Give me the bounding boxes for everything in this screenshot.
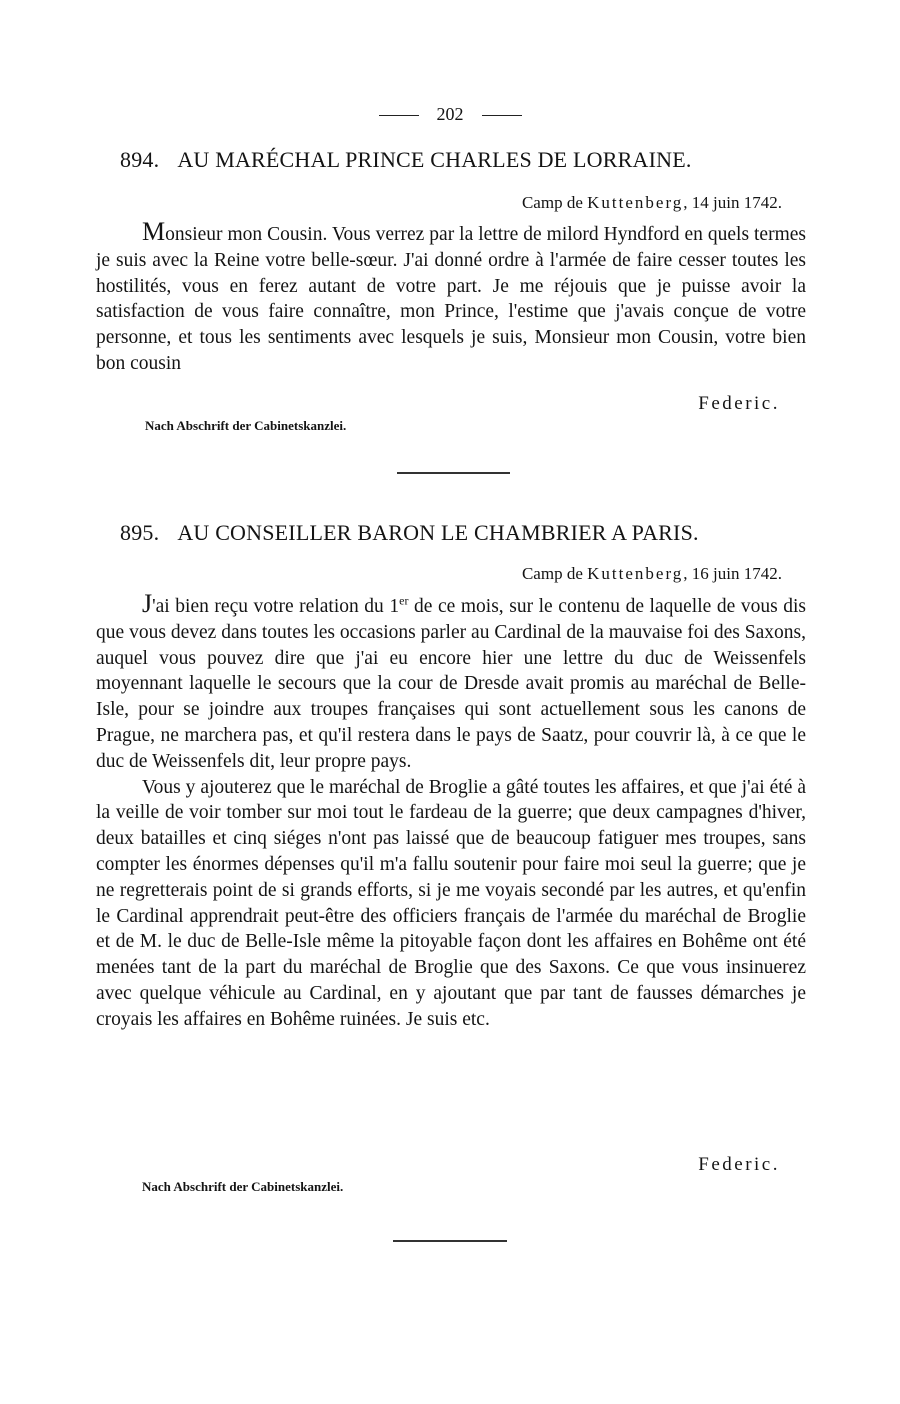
letter-heading: AU MARÉCHAL PRINCE CHARLES DE LORRAINE. xyxy=(177,147,692,172)
paragraph xyxy=(96,591,806,775)
header-dash-right xyxy=(482,115,522,116)
letter-895-title xyxy=(120,519,800,547)
page-number: 202 xyxy=(436,104,464,124)
dateline-prefix: Camp de xyxy=(521,193,588,212)
page-header xyxy=(0,102,900,126)
dropcap: M xyxy=(142,217,166,246)
letter-894-title xyxy=(120,146,800,174)
paragraph xyxy=(96,219,806,377)
section-divider xyxy=(397,472,510,474)
letter-895-signature: Federic. xyxy=(698,1154,780,1175)
dateline-date: , 14 juin 1742. xyxy=(683,193,782,212)
paragraph-text: Vous y ajouterez que le maréchal de Broglie a gâté toutes les affaires, et que j'ai été à la veille de voir tomber sur moi tout le fardeau de la guerre; que deux campagnes d'hiver, deux batailles et cinq siéges n'ont pas laissé que de beaucoup fatiguer mes troupes, sans compter les énormes dépenses qu'il m'a fallu soutenir pour faire moi seul la guerre; que je ne regretterais point de si grands efforts, si je me voyais secondé par les autres, et qu'enfin le Cardinal apprendrait peut-être des officiers français de l'armée du maréchal de Broglie et de M. le duc de Belle-Isle même la pitoyable façon dont les affaires en Bohême ont été menées tant de la part du maréchal de Broglie que des Saxons. Ce que vous insinuerez avec quelque véhicule au Cardinal, en y ajoutant que par tant de fausses démarches je croyais les affaires en Bohême ruinées. Je suis etc. xyxy=(96,776,806,1030)
dateline-place: Kuttenberg xyxy=(587,193,684,212)
letter-heading: AU CONSEILLER BARON LE CHAMBRIER A PARIS. xyxy=(177,520,699,545)
dateline-prefix: Camp de xyxy=(521,564,588,583)
letter-894-dateline xyxy=(522,192,782,214)
paragraph-text: onsieur mon Cousin. Vous verrez par la lettre de milord Hyndford en quels termes je suis avec la Reine votre belle-sœur. J'ai donné ordre à l'armée de faire cesser toutes les hostilités, vous en ferez autant de votre part. Je me réjouis que je puisse avoir la satisfaction de vous faire connaître, mon Prince, l'estime que j'avais conçue de votre personne, et tous les sentiments avec lesquels je suis, Monsieur mon Cousin, votre bien bon cousin xyxy=(96,224,806,374)
letter-894-body xyxy=(96,219,806,377)
letter-895-dateline xyxy=(522,563,782,585)
header-dash-left xyxy=(379,115,419,116)
paragraph-text: 'ai bien reçu votre relation du 1 xyxy=(152,596,400,617)
letter-894-source-note: Nach Abschrift der Cabinetskanzlei. xyxy=(145,418,347,433)
section-divider xyxy=(393,1240,507,1242)
letter-894-signature: Federic. xyxy=(698,393,780,414)
paragraph-text: de ce mois, sur le contenu de laquelle de vous dis que vous devez dans toutes les occasions parler au Cardinal de la mauvaise foi des Saxons, auquel vous pouvez dire que j'ai eu encore hier une lettre du duc de Weissenfels moyennant laquelle le secours que la cour de Dresde avait promis au maréchal de Belle-Isle, pour se joindre aux troupes françaises qui sont actuellement sous les canons de Prague, ne marchera pas, et qu'il restera dans le pays de Saatz, pour couvrir là, à ce que le duc de Weissenfels dit, leur propre pays. xyxy=(96,596,806,772)
paragraph xyxy=(96,775,806,1033)
letter-number: 895. xyxy=(120,520,160,545)
letter-number: 894. xyxy=(120,147,160,172)
dateline-place: Kuttenberg xyxy=(587,564,684,583)
dropcap: J xyxy=(142,589,153,618)
letter-895-source-note: Nach Abschrift der Cabinetskanzlei. xyxy=(142,1179,344,1194)
superscript: er xyxy=(399,593,409,608)
dateline-date: , 16 juin 1742. xyxy=(683,564,782,583)
letter-895-body xyxy=(96,591,806,1033)
